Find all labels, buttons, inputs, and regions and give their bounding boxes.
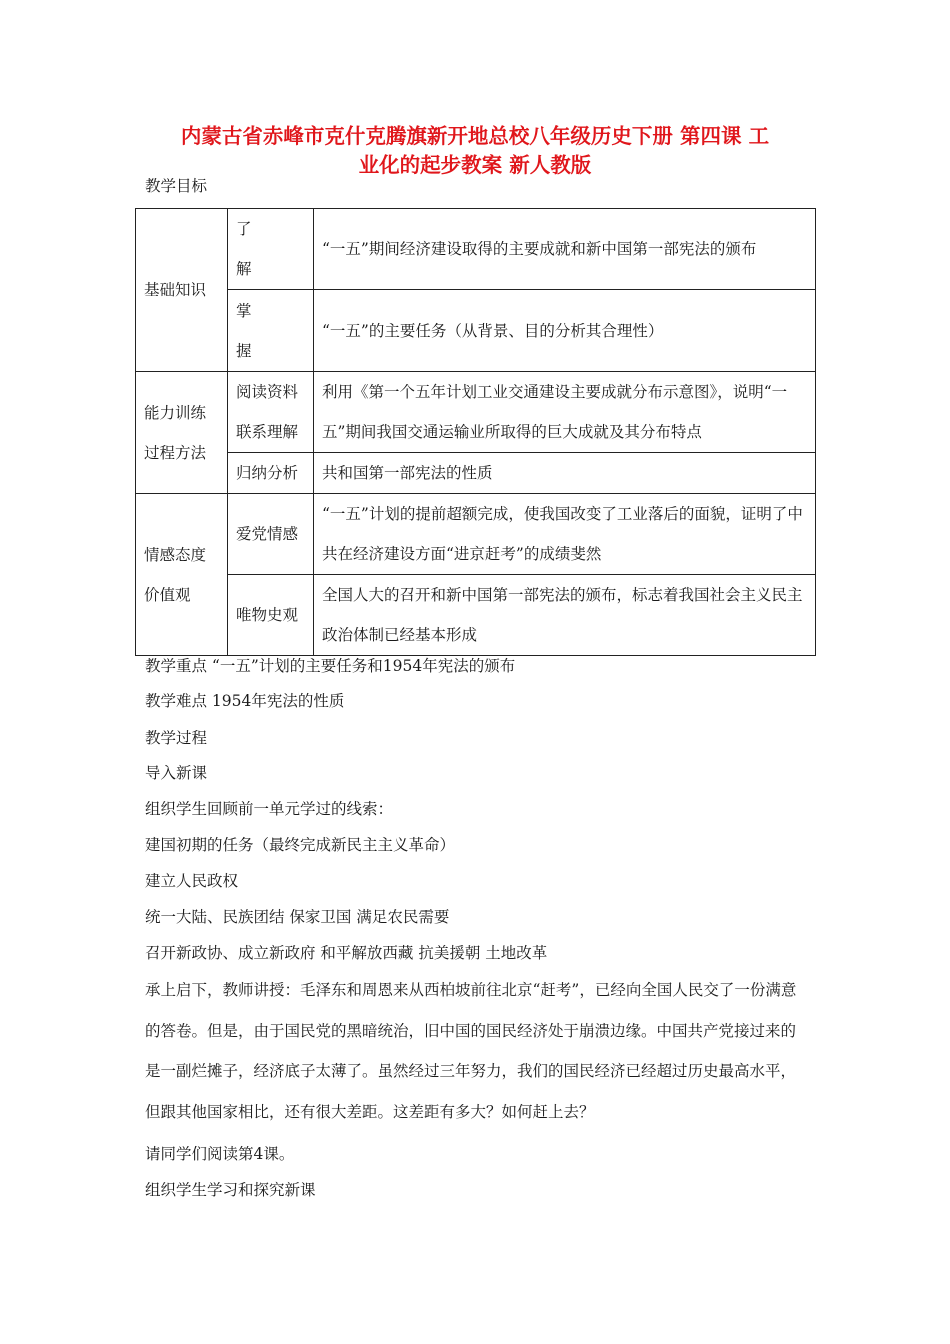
- table-row: [136, 372, 816, 453]
- document-title: [135, 122, 815, 180]
- difficulty-line: 教学难点 1954年宪法的性质: [145, 692, 345, 710]
- explore-line: 组织学生学习和探究新课: [145, 1181, 316, 1199]
- content-cell: 共和国第一部宪法的性质: [314, 453, 816, 494]
- category-cell: [136, 494, 228, 656]
- content-cell: “一五”计划的提前超额完成，使我国改变了工业落后的面貌，证明了中共在经济建设方面“进京赶考”的成绩斐然: [314, 494, 816, 575]
- subcategory-label: 了: [236, 220, 252, 238]
- table-row: [136, 575, 816, 656]
- subcategory-label: 联系理解: [236, 423, 299, 441]
- title-line-2: 业化的起步教案 新人教版: [358, 153, 592, 177]
- unify-line: 统一大陆、民族团结 保家卫国 满足农民需要: [145, 908, 450, 926]
- table-row: [136, 453, 816, 494]
- category-cell: [136, 372, 228, 494]
- content-cell: 利用《第一个五年计划工业交通建设主要成就分布示意图》，说明“一五”期间我国交通运输业所取得的巨大成就及其分布特点: [314, 372, 816, 453]
- content-cell: “一五”的主要任务（从背景、目的分析其合理性）: [314, 290, 816, 372]
- key-point-line: 教学重点 “一五”计划的主要任务和1954年宪法的颁布: [145, 657, 516, 675]
- subcategory-cell: [228, 372, 314, 453]
- review-line: 组织学生回顾前一单元学过的线索：: [145, 800, 394, 818]
- title-line-1: 内蒙古省赤峰市克什克腾旗新开地总校八年级历史下册 第四课 工: [180, 124, 770, 148]
- objectives-table: [135, 208, 816, 656]
- content-cell: 全国人大的召开和新中国第一部宪法的颁布，标志着我国社会主义民主政治体制已经基本形成: [314, 575, 816, 656]
- subcategory-cell: [228, 209, 314, 290]
- table-row: [136, 494, 816, 575]
- table-row: [136, 209, 816, 290]
- content-cell: “一五”期间经济建设取得的主要成就和新中国第一部宪法的颁布: [314, 209, 816, 290]
- table-row: [136, 290, 816, 372]
- lecture-paragraph: 承上启下，教师讲授：毛泽东和周恩来从西柏坡前往北京“赶考”，已经向全国人民交了一份满意的答卷。但是，由于国民党的黑暗统治，旧中国的国民经济处于崩溃边缘。中国共产党接过来的是一副烂摊子，经济底子太薄了。虽然经过三年努力，我们的国民经济已经超过历史最高水平，但跟其他国家相比，还有很大差距。这差距有多大？如何赶上去？: [145, 981, 797, 1121]
- category-ability: 过程方法: [144, 443, 207, 462]
- category-attitude: 价值观: [144, 585, 191, 604]
- category-cell: [136, 209, 228, 372]
- subcategory-cell: 爱党情感: [228, 494, 314, 575]
- process-heading: 教学过程: [145, 729, 208, 747]
- teaching-goals-label: 教学目标: [145, 177, 208, 195]
- subcategory-cell: 唯物史观: [228, 575, 314, 656]
- subcategory-label: 掌: [236, 301, 252, 320]
- read-line: 请同学们阅读第4课。: [145, 1145, 295, 1163]
- subcategory-cell: 归纳分析: [228, 453, 314, 494]
- task-line: 建国初期的任务（最终完成新民主主义革命）: [145, 836, 456, 854]
- subcategory-label: 阅读资料: [236, 383, 299, 401]
- category-attitude: 情感态度: [144, 545, 207, 564]
- subcategory-label: 握: [236, 341, 252, 360]
- events-line: 召开新政协、成立新政府 和平解放西藏 抗美援朝 土地改革: [145, 944, 548, 962]
- regime-line: 建立人民政权: [145, 872, 239, 890]
- subcategory-cell: [228, 290, 314, 372]
- category-basic: 基础知识: [144, 281, 207, 299]
- intro-heading: 导入新课: [145, 764, 208, 782]
- category-ability: 能力训练: [144, 403, 207, 422]
- subcategory-label: 解: [236, 260, 252, 278]
